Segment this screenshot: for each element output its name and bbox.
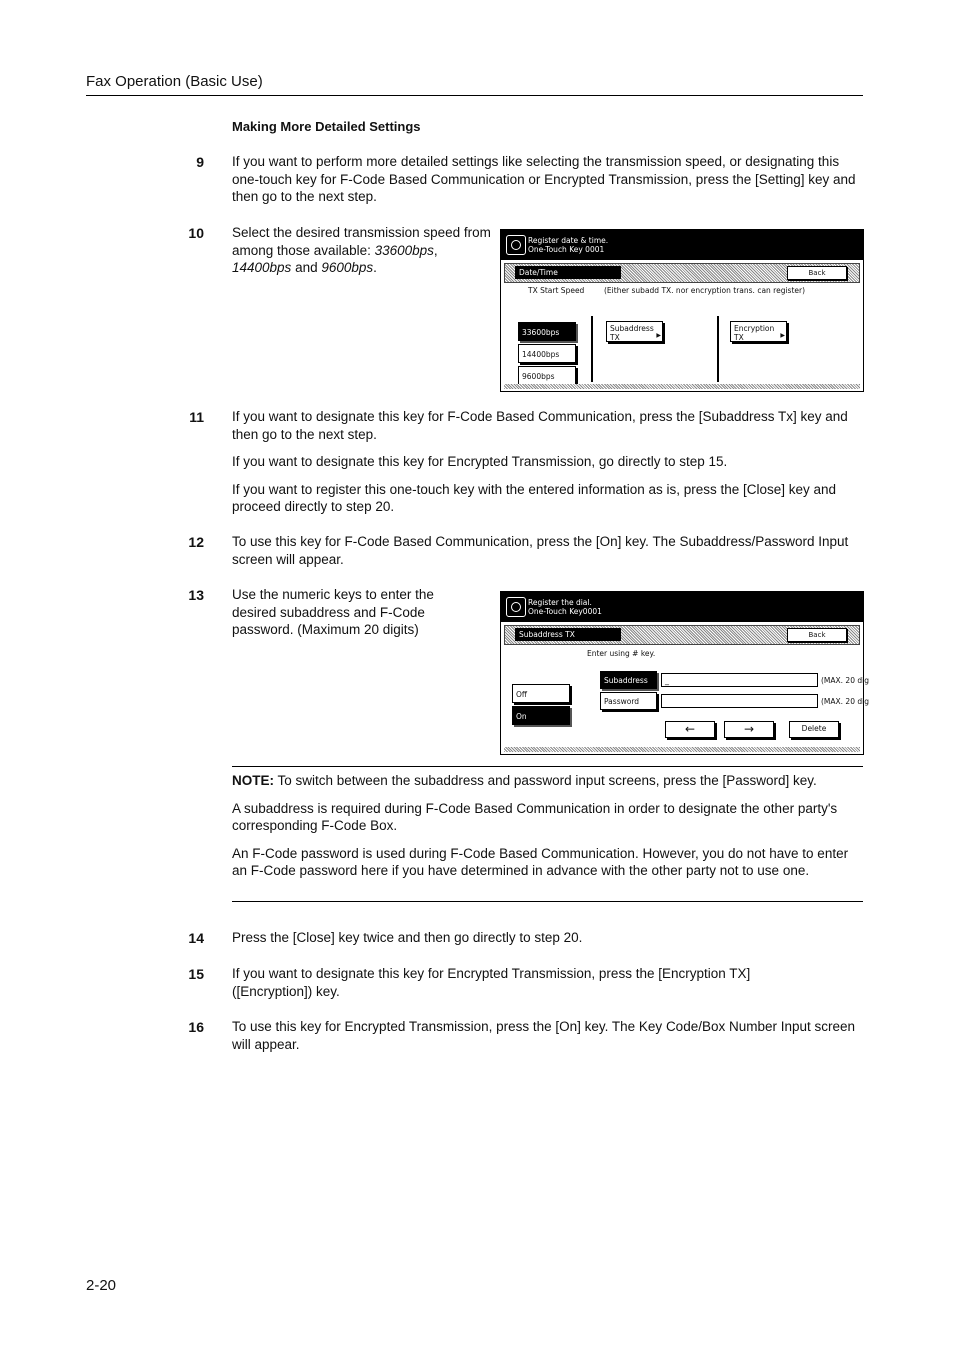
step-text-part: Select the desired transmission speed from among those available: xyxy=(232,225,491,258)
note-rule-bottom xyxy=(232,901,863,902)
step-text: Press the [Close] key twice and then go directly to step 20. xyxy=(232,930,583,945)
step-text-part: , xyxy=(433,242,438,258)
speed-14400-button[interactable]: 14400bps xyxy=(518,344,576,363)
subaddress-tx-button[interactable] xyxy=(606,321,663,342)
fax-icon xyxy=(506,597,526,617)
password-button[interactable]: Password xyxy=(600,692,657,710)
tx-start-speed-label: TX Start Speed xyxy=(528,286,585,295)
divider xyxy=(717,316,719,382)
on-button[interactable]: On xyxy=(512,706,570,725)
screen-message-line: One-Touch Key 0001 xyxy=(528,245,605,254)
divider xyxy=(591,316,593,382)
screen-tab-bar xyxy=(504,625,860,645)
subaddress-input-screen xyxy=(500,591,869,755)
speed-9600: 9600bps xyxy=(321,260,374,275)
subaddress-button[interactable]: Subaddress xyxy=(600,671,657,689)
speed-14400: 14400bps xyxy=(232,260,292,275)
step-number: 9 xyxy=(196,154,204,170)
screen-footer-bar xyxy=(504,384,860,389)
note-rule-top xyxy=(232,766,863,767)
back-button[interactable]: Back xyxy=(787,266,847,280)
step-number: 15 xyxy=(188,966,204,982)
arrow-right-icon: → xyxy=(743,722,755,736)
input-hint: Enter using # key. xyxy=(587,649,656,658)
screen-header xyxy=(501,230,863,260)
cursor-right-button[interactable] xyxy=(724,721,774,738)
screen-message xyxy=(528,598,602,616)
header-rule xyxy=(86,95,863,96)
screen-tab-bar xyxy=(504,263,860,283)
note-paragraph: A subaddress is required during F-Code Based Communication in order to designate the other party's corresponding F-Code Box. xyxy=(232,800,838,833)
step-text-part: . xyxy=(373,260,377,275)
note-paragraph xyxy=(232,772,863,790)
step-number: 16 xyxy=(188,1019,204,1035)
note-paragraph: An F-Code password is used during F-Code Based Communication. However, you do not have to enter an F-Code password here if you have determined in advance with the other party not to use one. xyxy=(232,845,849,878)
password-input[interactable] xyxy=(661,694,818,708)
max-digits-label: (MAX. 20 dig xyxy=(821,697,869,706)
step-number: 14 xyxy=(188,930,204,946)
step-text: To use this key for F-Code Based Communication, press the [On] key. The Subaddress/Password Input screen will appear. xyxy=(232,534,849,567)
step-text: Use the numeric keys to enter the desired subaddress and F-Code password. (Maximum 20 digits) xyxy=(232,587,434,637)
off-button[interactable]: Off xyxy=(512,684,570,703)
button-label: Encryption xyxy=(734,324,775,333)
note-block xyxy=(232,772,863,890)
step-paragraph: If you want to designate this key for F-Code Based Communication, press the [Subaddress Tx] key and then go to the next step. xyxy=(232,409,848,442)
fax-icon xyxy=(506,235,526,255)
button-label: TX xyxy=(610,333,620,342)
note-label: NOTE: xyxy=(232,773,274,788)
step-text: If you want to perform more detailed settings like selecting the transmission speed, or designating this one-touch key for F-Code Based Communication or Encrypted Transmission, press the [Setting] key and then go to the next step. xyxy=(232,154,856,204)
page-number: 2-20 xyxy=(86,1277,117,1294)
running-header: Fax Operation (Basic Use) xyxy=(86,73,263,90)
screen-message-line: One-Touch Key0001 xyxy=(528,607,602,616)
section-title: Making More Detailed Settings xyxy=(232,119,421,134)
screen-message-line: Register date & time. xyxy=(528,236,609,245)
screen-message xyxy=(528,236,608,254)
delete-button[interactable]: Delete xyxy=(789,721,839,738)
step-number: 12 xyxy=(188,534,204,550)
step-text-part: and xyxy=(291,260,322,275)
button-label: TX xyxy=(734,333,744,342)
screen-message-line: Register the dial. xyxy=(528,598,592,607)
encryption-tx-button[interactable] xyxy=(730,321,787,342)
subaddress-input[interactable]: _ xyxy=(661,673,818,687)
arrow-left-icon: ← xyxy=(684,722,696,736)
step-text: If you want to designate this key for Encrypted Transmission, press the [Encryption TX] ([Encryption]) key. xyxy=(232,966,751,999)
cursor-left-button[interactable] xyxy=(665,721,715,738)
tab-date-time[interactable]: Date/Time xyxy=(515,266,621,279)
max-digits-label: (MAX. 20 dig xyxy=(821,676,869,685)
note-text: To switch between the subaddress and password input screens, press the [Password] key. xyxy=(274,773,817,788)
speed-33600-button[interactable]: 33600bps xyxy=(518,322,576,341)
step-paragraph: If you want to designate this key for Encrypted Transmission, go directly to step 15. xyxy=(232,454,728,469)
step-text xyxy=(232,224,492,277)
register-note-label: (Either subadd TX. nor encryption trans. can register) xyxy=(604,286,806,295)
speed-9600-button[interactable]: 9600bps xyxy=(518,366,576,385)
step-text: To use this key for Encrypted Transmission, press the [On] key. The Key Code/Box Number Input screen will appear. xyxy=(232,1019,856,1052)
screen-header xyxy=(501,592,863,622)
back-button[interactable]: Back xyxy=(787,628,847,642)
speed-33600: 33600bps xyxy=(374,242,434,258)
step-paragraph: If you want to register this one-touch key with the entered information as is, press the [Close] key and proceed directly to step 20. xyxy=(232,481,837,514)
tx-speed-screen xyxy=(500,229,864,392)
step-text xyxy=(232,408,863,526)
step-number: 13 xyxy=(188,587,204,603)
button-label: Subaddress xyxy=(610,324,654,333)
step-number: 11 xyxy=(189,409,204,425)
step-number: 10 xyxy=(188,225,204,241)
tab-subaddress-tx[interactable]: Subaddress TX xyxy=(515,628,621,641)
screen-footer-bar xyxy=(504,747,860,752)
